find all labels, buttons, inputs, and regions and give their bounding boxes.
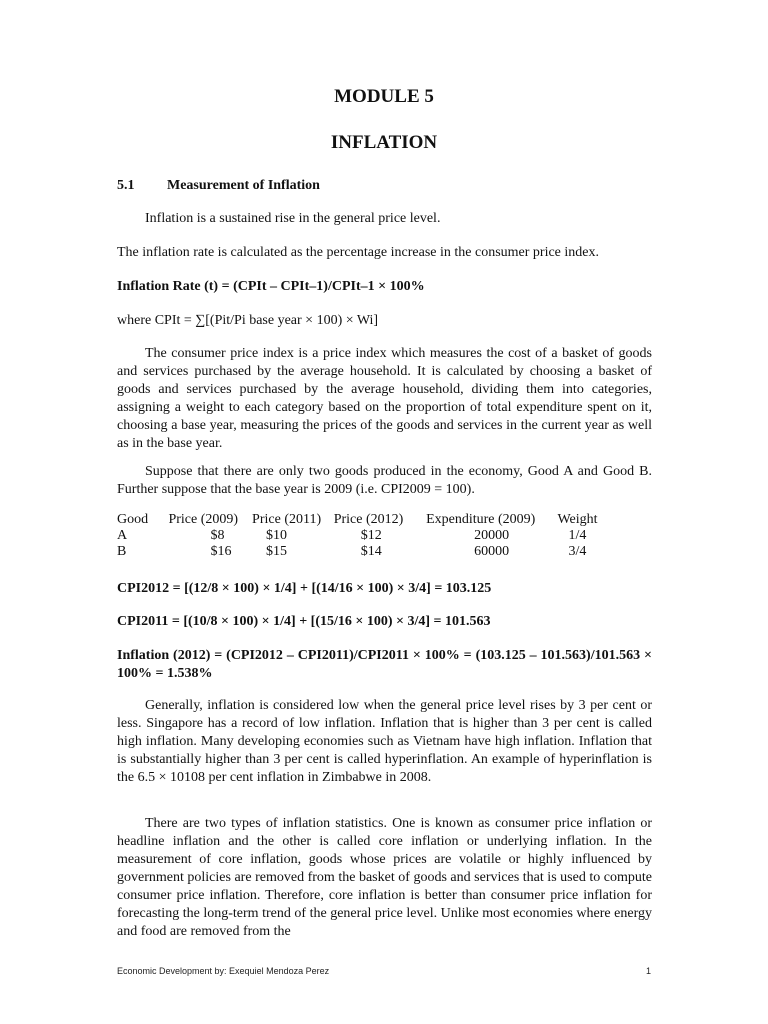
table-header-cell: Price (2009): [168, 512, 239, 527]
table-header-cell: Price (2011): [252, 512, 322, 527]
formula-inflation-rate: Inflation Rate (t) = (CPIt – CPIt–1)/CPIt–1 × 100%: [117, 279, 425, 294]
table-cell: $12: [360, 528, 382, 543]
table-header-cell: Expenditure (2009): [426, 512, 536, 527]
calc-cpi-2011: CPI2011 = [(10/8 × 100) × 1/4] + [(15/16 × 100) × 3/4] = 101.563: [117, 614, 491, 629]
paragraph-inflation-types: There are two types of inflation statistics. One is known as consumer price inflation or headline inflation and the other is called core inflation or underlying inflation. In the measurement of core inflation, goods whose prices are volatile or highly influenced by government policies are removed from the basket of goods and services that is used to compute consumer price inflation. Therefore, core inflation is better than consumer price inflation for forecasting the long-term trend of the general price level. Unlike most economies where energy and food are removed from the: [117, 816, 652, 939]
module-title: MODULE 5: [334, 86, 434, 107]
table-cell: A: [117, 528, 128, 543]
calc-inflation-2012: Inflation (2012) = (CPI2012 – CPI2011)/CPI2011 × 100% = (103.125 – 101.563)/101.563 × 100% = 1.538%: [117, 648, 652, 681]
section-title: Measurement of Inflation: [167, 178, 320, 193]
table-header-cell: Weight: [557, 512, 598, 527]
table-cell: 1/4: [568, 528, 587, 543]
table-header-row: [117, 512, 617, 528]
table-cell: $15: [266, 544, 288, 559]
table-cell: $10: [266, 528, 288, 543]
table-row: [117, 544, 617, 560]
table-cell: $16: [210, 544, 232, 559]
paragraph-rate-description: The inflation rate is calculated as the percentage increase in the consumer price index.: [117, 245, 600, 260]
footer-author: Economic Development by: Exequiel Mendoza Perez: [117, 966, 330, 976]
calc-cpi-2012: CPI2012 = [(12/8 × 100) × 1/4] + [(14/16 × 100) × 3/4] = 103.125: [117, 581, 492, 596]
table-cell: $14: [360, 544, 382, 559]
table-cell: $8: [210, 528, 225, 543]
footer-page-number: 1: [646, 966, 652, 976]
table-cell: 20000: [474, 528, 510, 543]
section-heading: [117, 177, 652, 195]
paragraph-inflation-levels: Generally, inflation is considered low when the general price level rises by 3 per cent or less. Singapore has a record of low inflation. Inflation that is higher than 3 per cent is called high inflation. Many developing economies such as Vietnam have high inflation. Inflation that is substantially higher than 3 per cent is called hyperinflation. An example of hyperinflation is the 6.5 × 10108 per cent inflation in Zimbabwe in 2008.: [117, 698, 652, 785]
table-row: [117, 528, 617, 544]
formula-cpi: where CPIt = ∑[(Pit/Pi base year × 100) × Wi]: [117, 313, 379, 328]
table-cell: 3/4: [568, 544, 587, 559]
paragraph-definition: Inflation is a sustained rise in the general price level.: [145, 211, 441, 226]
section-number: 5.1: [117, 178, 135, 193]
paragraph-cpi-explanation: The consumer price index is a price index which measures the cost of a basket of goods and services purchased by the average household. It is calculated by choosing a basket of goods and services purchased by the average household, dividing them into categories, assigning a weight to each category based on the proportion of total expenditure spent on it, choosing a base year, measuring the prices of the goods and services in the current year as well as in the base year.: [117, 346, 652, 451]
table-header-cell: Price (2012): [333, 512, 404, 527]
price-table: [117, 512, 617, 560]
paragraph-example-setup: Suppose that there are only two goods produced in the economy, Good A and Good B. Further suppose that the base year is 2009 (i.e. CPI2009 = 100).: [117, 464, 652, 497]
table-cell: 60000: [474, 544, 510, 559]
topic-title: INFLATION: [330, 132, 438, 153]
table-header-cell: Good: [117, 512, 149, 527]
table-cell: B: [117, 544, 127, 559]
